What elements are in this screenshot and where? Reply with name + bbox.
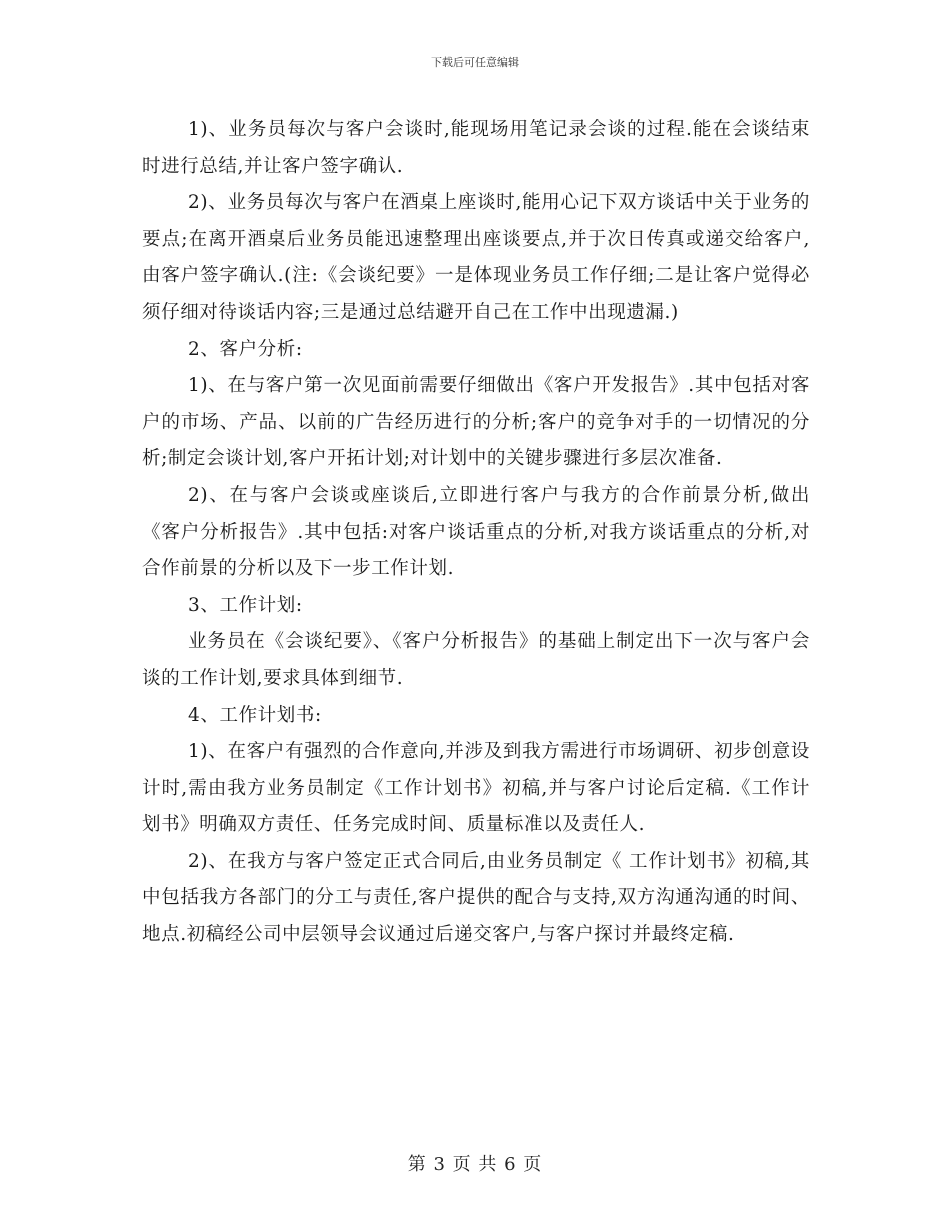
paragraph-2: 2)、业务员每次与客户在酒桌上座谈时,能用心记下双方谈话中关于业务的要点;在离开酒桌后业务员能迅速整理出座谈要点,并于次日传真或递交给客户,由客户签字确认.(注:《会谈纪要》一是体现业务员工作仔细;二是让客户觉得必须仔细对待谈话内容;三是通过总结避开自己在工作中出现遗漏.) bbox=[142, 192, 810, 323]
paragraph-5: 业务员在《会谈纪要》、《客户分析报告》的基础上制定出下一次与客户会谈的工作计划,要求具体到细节. bbox=[142, 631, 810, 689]
page-header-note: 下载后可任意编辑 bbox=[431, 56, 519, 69]
paragraph-3: 1)、在与客户第一次见面前需要仔细做出《客户开发报告》.其中包括对客户的市场、产品、以前的广告经历进行的分析;客户的竞争对手的一切情况的分析;制定会谈计划,客户开拓计划;对计划中的关键步骤进行多层次准备. bbox=[142, 375, 810, 470]
page-number: 第 3 页 共 6 页 bbox=[407, 1154, 543, 1175]
paragraph-1: 1)、业务员每次与客户会谈时,能现场用笔记录会谈的过程.能在会谈结束时进行总结,并让客户签字确认. bbox=[142, 119, 810, 177]
section-heading-customer-analysis: 2、客户分析: bbox=[188, 338, 303, 360]
paragraph-4: 2)、在与客户会谈或座谈后,立即进行客户与我方的合作前景分析,做出《客户分析报告》.其中包括:对客户谈话重点的分析,对我方谈话重点的分析,对合作前景的分析以及下一步工作计划. bbox=[142, 484, 810, 580]
document-body bbox=[142, 112, 810, 954]
paragraph-6: 1)、在客户有强烈的合作意向,并涉及到我方需进行市场调研、初步创意设计时,需由我方业务员制定《工作计划书》初稿,并与客户讨论后定稿.《工作计划书》明确双方责任、任务完成时间、质量标准以及责任人. bbox=[142, 741, 810, 836]
section-heading-work-plan-book: 4、工作计划书: bbox=[188, 704, 322, 726]
section-heading-work-plan: 3、工作计划: bbox=[188, 594, 303, 616]
paragraph-7: 2)、在我方与客户签定正式合同后,由业务员制定《 工作计划书》初稿,其中包括我方各部门的分工与责任,客户提供的配合与支持,双方沟通沟通的时间、地点.初稿经公司中层领导会议通过后递交客户,与客户探讨并最终定稿. bbox=[142, 850, 810, 946]
